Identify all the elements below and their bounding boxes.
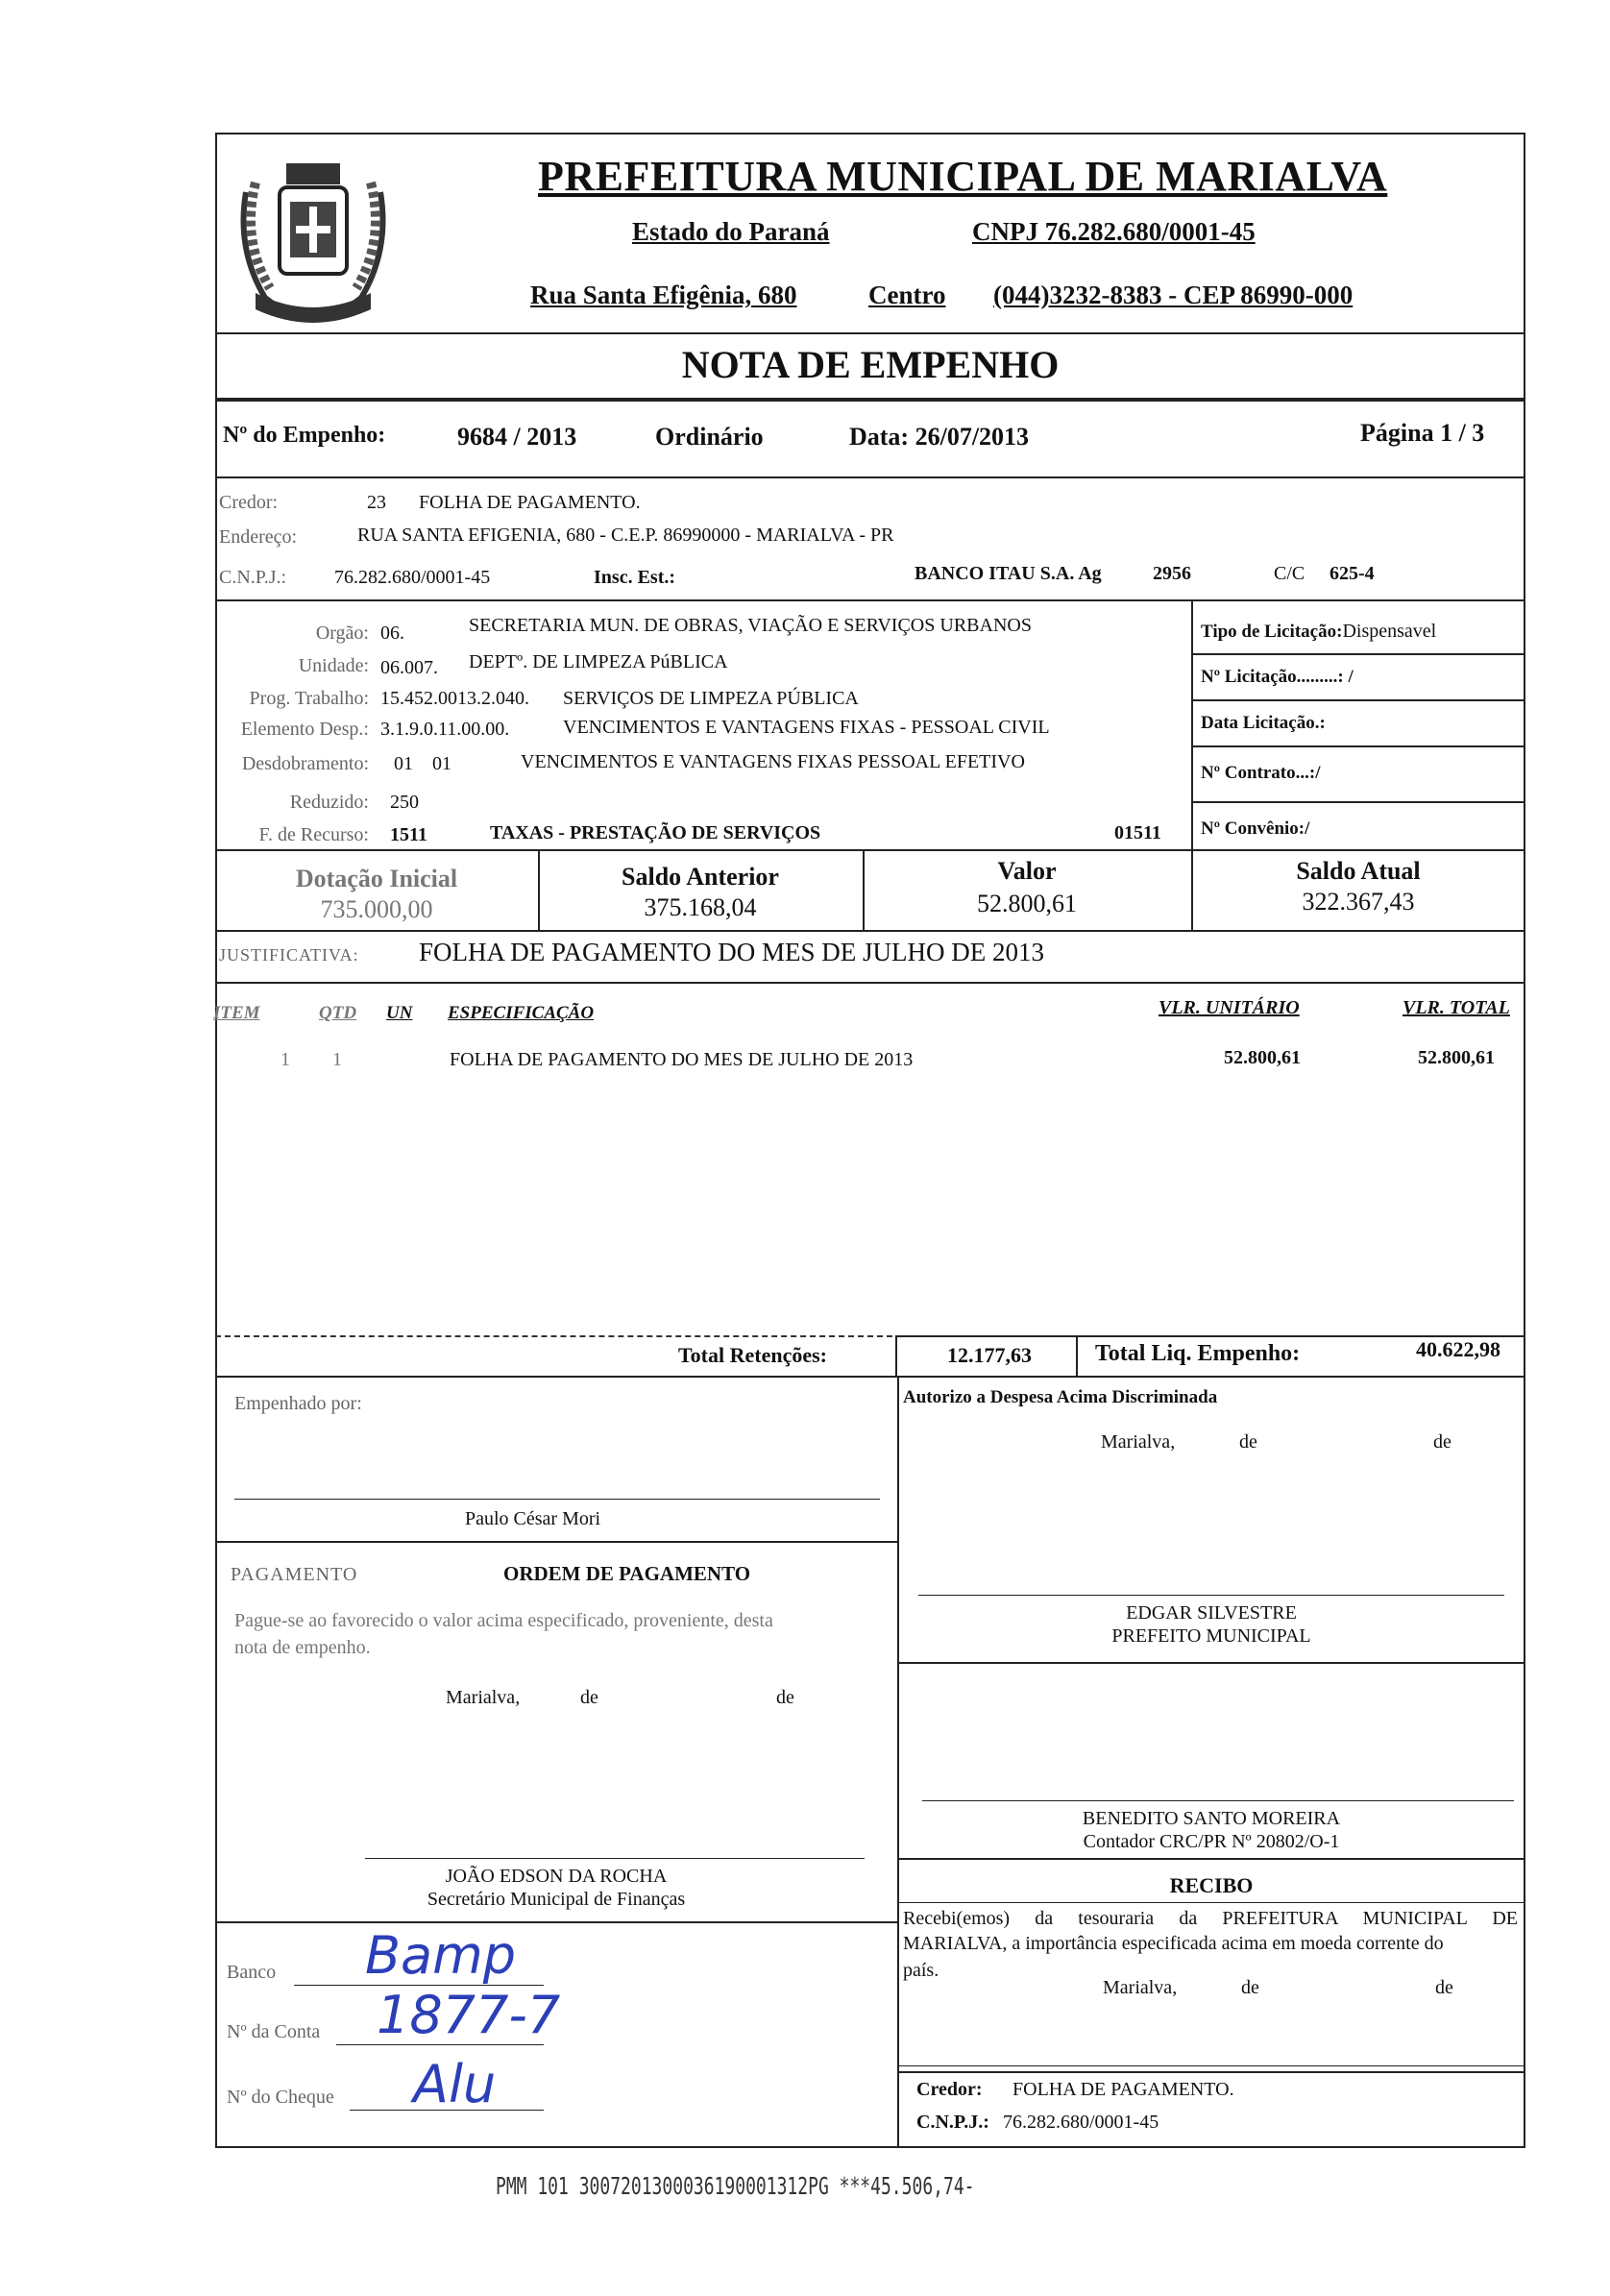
justificativa-text: FOLHA DE PAGAMENTO DO MES DE JULHO DE 2013 (419, 938, 1045, 966)
ordem-pagamento-label: ORDEM DE PAGAMENTO (503, 1562, 751, 1585)
justificativa-divider (215, 982, 1525, 984)
item-qty: 1 (332, 1049, 342, 1070)
licitacao-row-divider (1191, 801, 1525, 803)
empenho-divider (215, 476, 1525, 478)
footer-code: PMM 101 3007201300036190001312PG ***45.506,74- (496, 2172, 975, 2202)
qtd-header: QTD (319, 1003, 357, 1023)
item-spec: FOLHA DE PAGAMENTO DO MES DE JULHO DE 2013 (450, 1049, 914, 1070)
pagamento-place: Marialva, (446, 1687, 521, 1708)
cheque-label: Nº do Cheque (227, 2087, 334, 2108)
cnpj-label: C.N.P.J.: (219, 567, 287, 588)
header-district: Centro (868, 281, 946, 309)
mayor-name: EDGAR SILVESTRE (1126, 1602, 1297, 1624)
licitacao-row-divider (1191, 699, 1525, 701)
contador-title: Contador CRC/PR Nº 20802/O-1 (1083, 1831, 1340, 1852)
valor-value: 52.800,61 (977, 890, 1077, 917)
credor-divider (215, 599, 1525, 601)
item-total-price: 52.800,61 (1418, 1047, 1495, 1068)
numero-licitacao: Nº Licitação.........: / (1201, 667, 1354, 687)
header-phone-cep: (044)3232-8383 - CEP 86990-000 (993, 281, 1354, 309)
empenho-number: 9684 / 2013 (457, 423, 577, 451)
desdobramento-desc: VENCIMENTOS E VANTAGENS FIXAS PESSOAL EFETIVO (521, 751, 1025, 772)
unit-price-header: VLR. UNITÁRIO (1159, 997, 1300, 1018)
endereco-value: RUA SANTA EFIGENIA, 680 - C.E.P. 86990000 - MARIALVA - PR (357, 525, 894, 546)
pagamento-text-2: nota de empenho. (234, 1637, 371, 1658)
un-header: UN (386, 1003, 413, 1023)
item-header: ITEM (213, 1003, 260, 1023)
banco-signature: Bamp (365, 1925, 517, 1986)
recurso-num: 01511 (1114, 822, 1161, 843)
elemento-label: Elemento Desp.: (240, 719, 369, 740)
lower-divider (897, 1376, 899, 2148)
agencia-value: 2956 (1153, 563, 1191, 584)
conta-label: Nº da Conta (227, 2021, 321, 2042)
pagamento-de2: de (776, 1687, 794, 1708)
endereco-label: Endereço: (219, 526, 298, 548)
municipality-title: PREFEITURA MUNICIPAL DE MARIALVA (538, 153, 1388, 200)
page-number: Página 1 / 3 (1360, 419, 1485, 447)
recibo-de2: de (1435, 1977, 1453, 1998)
recibo-text-1: Recebi(emos) da tesouraria da PREFEITURA MUNICIPAL DE (903, 1908, 1518, 1929)
dotacao-label: Dotação Inicial (295, 865, 458, 892)
prog-code: 15.452.0013.2.040. (380, 688, 529, 709)
numero-convenio: Nº Convênio:/ (1201, 818, 1310, 839)
coat-of-arms-icon (227, 154, 400, 336)
unidade-label: Unidade: (298, 655, 369, 676)
banco-name: BANCO ITAU S.A. Ag (915, 563, 1102, 584)
empenhado-signature-line (234, 1499, 880, 1500)
saldo-atual-value: 322.367,43 (1302, 888, 1415, 916)
licitacao-divider (1191, 599, 1193, 867)
conta-signature: 1877-7 (377, 1985, 561, 2045)
unidade-desc: DEPTº. DE LIMPEZA PúBLICA (469, 651, 728, 672)
recibo-de1: de (1241, 1977, 1259, 1998)
header-cnpj: CNPJ 76.282.680/0001-45 (972, 217, 1256, 246)
totals-divider (895, 1335, 897, 1376)
empenho-type: Ordinário (655, 423, 764, 451)
prog-label: Prog. Trabalho: (249, 688, 369, 709)
contador-name: BENEDITO SANTO MOREIRA (1082, 1808, 1341, 1829)
retencoes-value: 12.177,63 (947, 1343, 1032, 1367)
recurso-desc: TAXAS - PRESTAÇÃO DE SERVIÇOS (490, 822, 821, 843)
empenhado-divider (215, 1541, 897, 1543)
recurso-label: F. de Recurso: (258, 824, 369, 845)
orgao-label: Orgão: (315, 623, 369, 644)
elemento-desc: VENCIMENTOS E VANTAGENS FIXAS - PESSOAL CIVIL (563, 717, 1050, 738)
cc-label: C/C (1274, 563, 1305, 584)
orcamento-divider (215, 849, 1525, 851)
title-divider (215, 398, 1525, 402)
pagamento-de1: de (580, 1687, 598, 1708)
credor-label: Credor: (219, 492, 279, 513)
total-price-header: VLR. TOTAL (1403, 997, 1510, 1018)
orgao-code: 06. (380, 623, 404, 644)
autorizo-de2: de (1433, 1431, 1451, 1453)
header-divider (215, 332, 1525, 334)
saldo-anterior-value: 375.168,04 (644, 893, 757, 921)
autorizo-divider (897, 1662, 1525, 1664)
recibo-title: RECIBO (1169, 1873, 1254, 1897)
recibo-divider (897, 2071, 1525, 2073)
pagamento-text-1: Pague-se ao favorecido o valor acima especificado, proveniente, desta (234, 1610, 773, 1631)
contador-signature-line (922, 1800, 1514, 1801)
empenhado-name: Paulo César Mori (465, 1508, 601, 1529)
autorizo-label: Autorizo a Despesa Acima Discriminada (903, 1387, 1218, 1407)
recibo-cnpj-value: 76.282.680/0001-45 (1003, 2112, 1159, 2133)
conta-value: 625-4 (1329, 563, 1375, 584)
item-number: 1 (281, 1049, 290, 1070)
pagamento-label: PAGAMENTO (231, 1564, 358, 1585)
licitacao-row-divider (1191, 653, 1525, 655)
recibo-text-3: país. (903, 1960, 939, 1981)
mayor-title: PREFEITO MUNICIPAL (1111, 1625, 1311, 1647)
tipo-licitacao-value: Dispensavel (1342, 621, 1437, 642)
secretario-signature-line (365, 1858, 865, 1859)
elemento-code: 3.1.9.0.11.00.00. (380, 719, 510, 740)
liquido-label: Total Liq. Empenho: (1095, 1341, 1301, 1366)
recibo-title-line (897, 1902, 1525, 1903)
valor-label: Valor (997, 857, 1057, 885)
cheque-signature: Alu (413, 2054, 497, 2114)
contador-divider (897, 1858, 1525, 1860)
dotacao-value: 735.000,00 (320, 895, 433, 923)
data-licitacao: Data Licitação.: (1201, 713, 1326, 733)
reduzido-code: 250 (390, 792, 419, 813)
banco-label: Banco (227, 1962, 277, 1983)
insc-label: Insc. Est.: (594, 567, 676, 588)
spec-header: ESPECIFICAÇÃO (448, 1003, 595, 1023)
recibo-place: Marialva, (1103, 1977, 1178, 1998)
totals-bottom-line (215, 1376, 1525, 1378)
credor-code: 23 (367, 492, 386, 513)
liquido-value: 40.622,98 (1416, 1337, 1500, 1361)
justificativa-label: JUSTIFICATIVA: (219, 945, 359, 965)
secretario-divider (215, 1921, 897, 1923)
empenhado-label: Empenhado por: (234, 1393, 362, 1414)
tipo-licitacao-key: Tipo de Licitação: (1201, 622, 1343, 642)
credor-name: FOLHA DE PAGAMENTO. (419, 492, 641, 513)
retencoes-label: Total Retenções: (678, 1343, 827, 1367)
empenho-date: Data: 26/07/2013 (849, 423, 1030, 451)
item-unit-price: 52.800,61 (1224, 1047, 1301, 1068)
doc-title: NOTA DE EMPENHO (681, 343, 1060, 386)
state-name: Estado do Paraná (632, 217, 830, 246)
autorizo-de1: de (1239, 1431, 1257, 1453)
reduzido-label: Reduzido: (289, 792, 369, 813)
recurso-code: 1511 (390, 824, 427, 845)
saldo-divider (215, 930, 1525, 932)
tipo-licitacao-label (1201, 621, 1436, 643)
header-street: Rua Santa Efigênia, 680 (530, 281, 797, 309)
secretario-name: JOÃO EDSON DA ROCHA (445, 1866, 668, 1887)
recibo-text-2: MARIALVA, a importância especificada acima em moeda corrente do (903, 1933, 1444, 1954)
recibo-signature-line (897, 2065, 1525, 2066)
desdobramento-code: 01 01 (394, 753, 451, 774)
prog-desc: SERVIÇOS DE LIMPEZA PÚBLICA (563, 688, 859, 709)
cnpj-value: 76.282.680/0001-45 (334, 567, 491, 588)
recibo-credor-value: FOLHA DE PAGAMENTO. (1012, 2079, 1234, 2100)
recibo-cnpj-label: C.N.P.J.: (916, 2112, 989, 2133)
orgao-desc: SECRETARIA MUN. DE OBRAS, VIAÇÃO E SERVIÇOS URBANOS (469, 615, 1032, 636)
saldo-atual-label: Saldo Atual (1296, 857, 1421, 885)
recibo-credor-label: Credor: (916, 2079, 983, 2100)
autorizo-place: Marialva, (1101, 1431, 1176, 1453)
numero-contrato: Nº Contrato...:/ (1201, 763, 1321, 783)
unidade-code: 06.007. (380, 657, 438, 678)
empenho-number-label: Nº do Empenho: (223, 423, 386, 448)
mayor-signature-line (918, 1595, 1504, 1596)
secretario-title: Secretário Municipal de Finanças (427, 1889, 686, 1910)
licitacao-row-divider (1191, 745, 1525, 747)
desdobramento-label: Desdobramento: (241, 753, 369, 774)
saldo-anterior-label: Saldo Anterior (622, 863, 779, 891)
totals-divider (1076, 1335, 1078, 1376)
